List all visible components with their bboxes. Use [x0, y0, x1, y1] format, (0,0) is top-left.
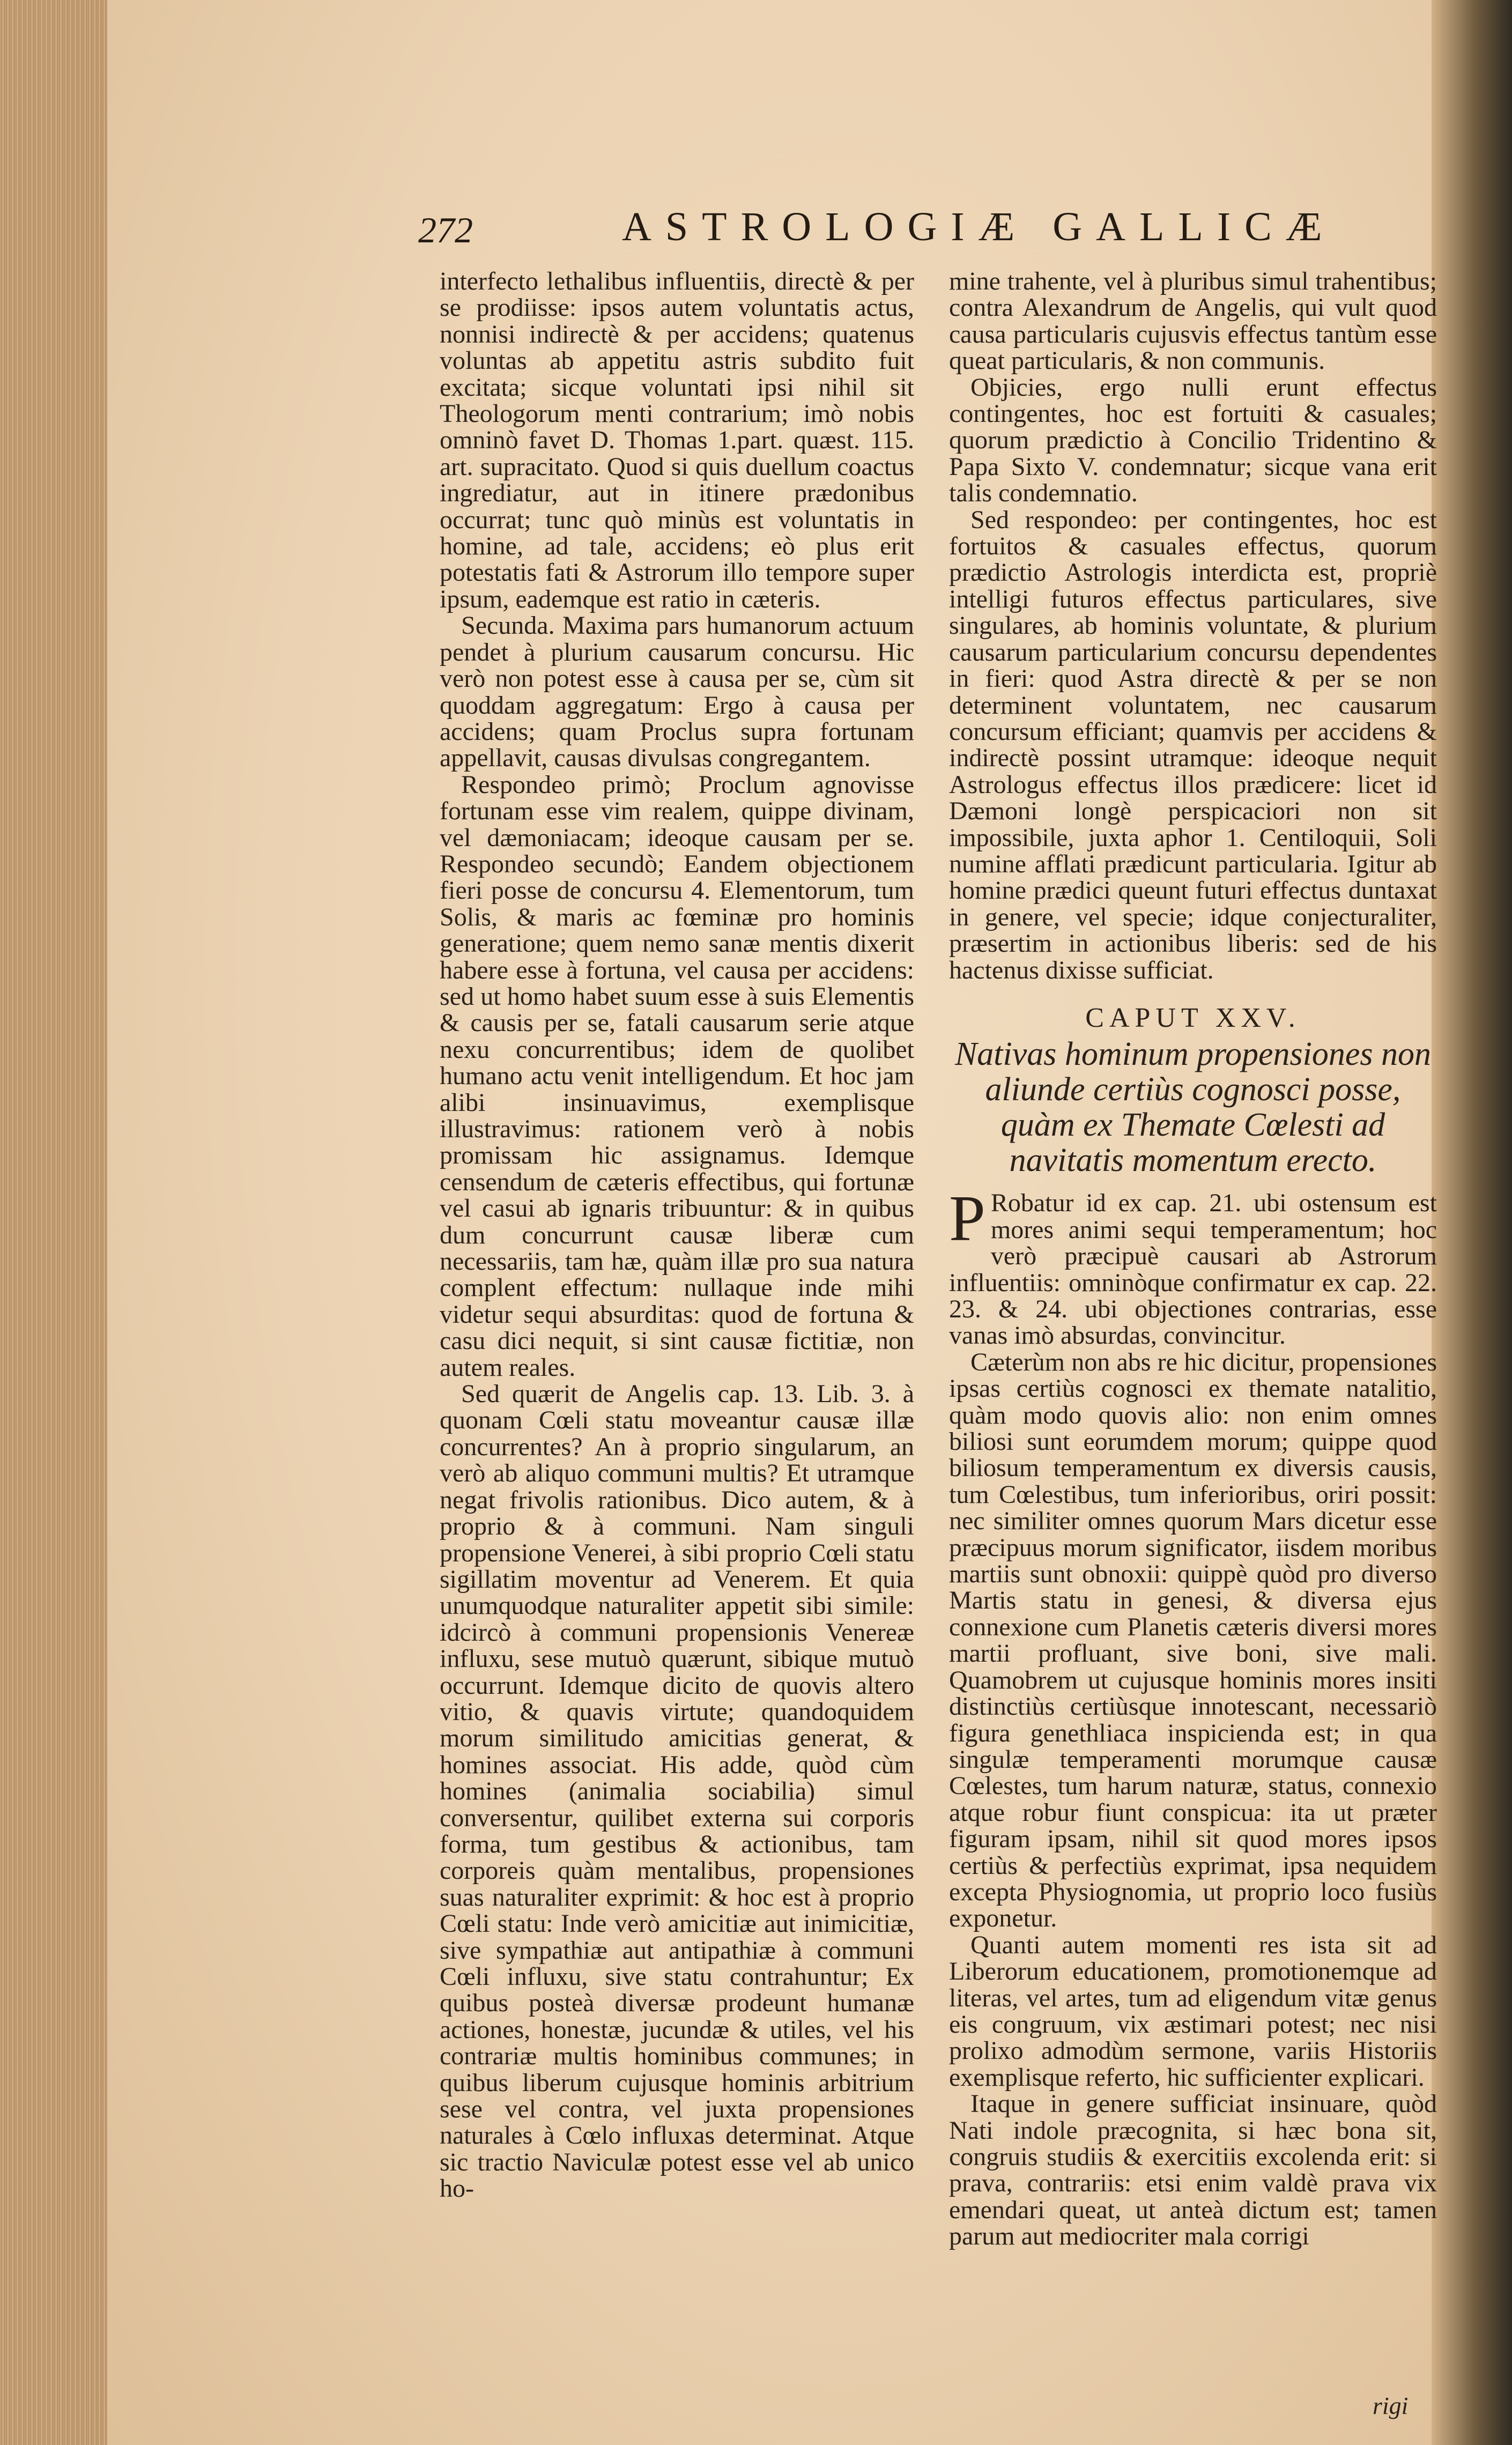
drop-cap: P [949, 1182, 985, 1255]
catchword: rigi [1373, 2392, 1409, 2419]
binding-gutter [1432, 0, 1512, 2445]
paragraph: Itaque in genere sufficiat insinuare, quòd Nati indole præcognita, si hæc bona sit, congruis studiis & exercitiis excolenda erit: si prava, contrariis: etsi enim valdè prava vix emendari queat, ut anteà dictum est; tamen parum aut mediocriter mala corrigi [949, 2090, 1437, 2251]
first-paragraph-text: Robatur id ex cap. 21. ubi ostensum est mores animi sequi temperamentum; hoc verò præcipuè causari ab Astrorum influentiis: omninòque confirmatur ex cap. 22. 23. & 24. ubi objectiones contrarias, esse vanas imò absurdas, convincitur. [949, 1189, 1437, 1350]
page-header [418, 204, 1415, 268]
chapter-heading: CAPUT XXV. [1085, 1002, 1301, 1033]
left-text-column [440, 268, 914, 2202]
page-edge [0, 0, 107, 2445]
paragraph: Quanti autem momenti res ista sit ad Liberorum educationem, promotionemque ad literas, vel artes, tum ad eligendum vitæ genus eis congruum, vix æstimari potest; nec nisi prolixo admodùm sermone, variis Historiis exemplisque referto, hic sufficienter explicari. [949, 1930, 1437, 2092]
paragraph: Sed quærit de Angelis cap. 13. Lib. 3. à quonam Cœli statu moveantur causæ illæ concurrentes? An à proprio singularum, an verò ab aliquo communi multis? Et utramque negat frivolis rationibus. Dico autem, & à proprio & à communi. Nam singuli propensione Venerei, à sibi proprio Cœli statu sigillatim moventur ad Venerem. Et quia unumquodque naturaliter appetit sibi simile: idcircò à communi propensionis Venereæ influxu, sese mutuò quærunt, sibique mutuò occurrunt. Idemque dicito de quovis altero vitio, & quavis virtute; quandoquidem morum similitudo amicitias generat, & homines associat. His adde, quòd cùm homines (animalia sociabilia) simul conversentur, quilibet externa sui corporis forma, tum gestibus & actionibus, tam corporeis quàm mentalibus, propensiones suas naturaliter exprimit: & hoc est à proprio Cœli statu: Inde verò amicitiæ aut inimicitiæ, sive sympathiæ aut antipathiæ à communi Cœli influxu, sive statu contrahuntur; Ex quibus posteà diversæ prodeunt humanæ actiones, honestæ, jucundæ & utiles, vel his contrariæ multis hominibus communes; in quibus liberum cujusque hominis arbitrium sese vel contra, vel juxta propensiones naturales à Cœlo influxas determinat. Atque sic tractio Naviculæ potest esse vel ab unico ho- [440, 1380, 914, 2203]
paragraph: Secunda. Maxima pars humanorum actuum pendet à plurium causarum concursu. Hic verò non potest esse à causa per se, cùm sit quoddam aggregatum: Ergo à causa per accidens; quam Proclus supra fortunam appellavit, causas divulsas congregantem. [440, 611, 914, 773]
chapter-first-paragraph [949, 1182, 1437, 1350]
page-number: 272 [418, 210, 473, 250]
paragraph: Cæterùm non abs re hic dicitur, propensiones ipsas certiùs cognosci ex themate natalitio, quàm modo quovis alio: non enim omnes biliosi sunt eorumdem morum; quippe quod biliosum temperamentum ex diversis causis, tum Cœlestibus, tum inferioribus, oriri possit: nec similiter omnes quorum Mars dicetur esse præcipuus morum significator, iisdem moribus martiis sunt obnoxii: quippè quòd pro diverso Martis statu in genesi, & diversa ejus connexione cum Planetis cæteris diversi mores martii profluant, sive boni, sive mali. Quamobrem ut cujusque hominis mores insiti distinctiùs certiùsque innotescant, necessariò figura genethliaca inspicienda est; in qua singulæ temperamenti morumque causæ Cœlestes, tum harum naturæ, status, connexio atque robur fiunt conspicua: ita ut præter figuram ipsam, nihil sit quod mores ipsos certiùs & perfectiùs exprimat, ipsa nequidem excepta Physiognomia, ut proprio loco fusiùs exponetur. [949, 1347, 1437, 1933]
paragraph: mine trahente, vel à pluribus simul trahentibus; contra Alexandrum de Angelis, qui vult quod causa particularis cujusvis effectus tantùm esse queat particularis, & non communis. [949, 267, 1437, 375]
right-text-column [949, 268, 1437, 2250]
paragraph: Objicies, ergo nulli erunt effectus contingentes, hoc est fortuiti & casuales; quorum prædictio à Concilio Tridentino & Papa Sixto V. condemnatur; sicque vana erit talis condemnatio. [949, 373, 1437, 508]
paragraph: Sed respondeo: per contingentes, hoc est fortuitos & casuales effectus, quorum prædictio Astrologis interdicta est, propriè intelligi futuros effectus particulares, sive singulares, ab hominis voluntate, & plurium causarum particularium concursu dependentes in fieri: quod Astra directè & per se non determinent voluntatem, nec causarum concursum efficiant; quamvis per accidens & indirectè possint utramque: ideoque nequit Astrologus effectus illos prædicere: licet id Dæmoni longè perspicaciori non sit impossibile, juxta aphor 1. Centiloquii, Soli numine afflati prædicunt particularia. Igitur ab homine prædici queunt futuri effectus duntaxat in genere, vel specie; idque conjecturaliter, præsertim in actionibus liberis: sed de his hactenus dixisse sufficiat. [949, 505, 1437, 984]
chapter-title: Nativas hominum propensiones non aliunde certiùs cognosci posse, quàm ex Themate Cœlesti ad navitatis momentum erecto. [954, 1036, 1432, 1179]
paragraph: Respondeo primò; Proclum agnovisse fortunam esse vim realem, quippe divinam, vel dæmoniacam; ideoque causam per se. Respondeo secundò; Eandem objectionem fieri posse de concursu 4. Elementorum, tum Solis, & maris ac fœminæ pro hominis generatione; quem nemo sanæ mentis dixerit habere esse à fortuna, vel causa per accidens: sed ut homo habet suum esse à suis Elementis & causis per se, fatali causarum serie atque nexu concurrentibus; idem de quolibet humano actu venit intelligendum. Et hoc jam alibi insinuavimus, exemplisque illustravimus: rationem verò à nobis promissam hic assignamus. Idemque censendum de cæteris effectibus, qui fortunæ vel casui ab ignaris tribuuntur: & in quibus dum concurrunt causæ liberæ cum necessariis, tam hæ, quàm illæ pro sua natura complent effectum: nullaque inde mihi videtur sequi absurditas: quod de fortuna & casu dici nequit, si sint causæ fictitiæ, non autem reales. [440, 770, 914, 1382]
paragraph: interfecto lethalibus influentiis, directè & per se prodiisse: ipsos autem voluntatis actus, nonnisi indirectè & per accidens; quatenus voluntas ab appetitu astris subdito fuit excitata; sicque voluntati ipsi nihil sit Theologorum menti contrarium; imò nobis omninò favet D. Thomas 1.part. quæst. 115. art. supracitato. Quod si quis duellum coactus ingrediatur, aut in itinere prædonibus occurrat; tunc quò minùs est voluntatis in homine, ad tale, accidens; eò plus erit potestatis fati & Astrorum illo tempore super ipsum, eademque est ratio in cæteris. [440, 267, 914, 613]
running-title: ASTROLOGIÆ GALLICÆ [622, 204, 1336, 249]
